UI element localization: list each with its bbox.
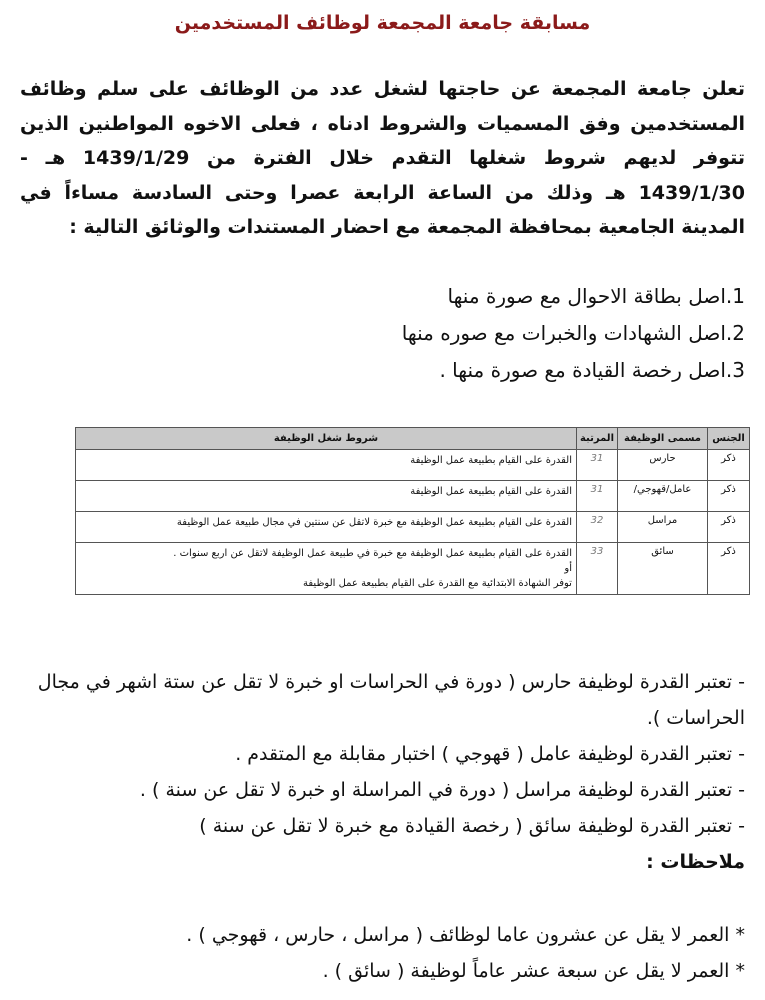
rule-item: - تعتبر القدرة لوظيفة مراسل ( دورة في المراسلة او خبرة لا تقل عن سنة ) . — [139, 779, 745, 801]
condition-or: أو — [564, 563, 572, 574]
cell-conditions: القدرة على القيام بطبيعة عمل الوظيفة — [76, 481, 577, 512]
jobs-table — [75, 427, 750, 595]
rule-item: - تعتبر القدرة لوظيفة حارس ( دورة في الحراسات او خبرة لا تقل عن ستة اشهر في مجال الحراسات ). — [37, 671, 745, 729]
table-header-row — [76, 428, 750, 450]
cell-gender: ذكر — [708, 512, 750, 543]
cell-rank: 33 — [576, 543, 617, 595]
rule-item: - تعتبر القدرة لوظيفة عامل ( قهوجي ) اختبار مقابلة مع المتقدم . — [235, 743, 745, 765]
document-title: مسابقة جامعة المجمعة لوظائف المستخدمين — [174, 12, 591, 34]
cell-gender: ذكر — [708, 481, 750, 512]
cell-conditions: القدرة على القيام بطبيعة عمل الوظيفة مع خبرة لاتقل عن سنتين في مجال طبيعة عمل الوظيفة — [76, 512, 577, 543]
rules-section — [20, 664, 745, 880]
condition-text: القدرة على القيام بطبيعة عمل الوظيفة مع خبرة في طبيعة عمل الوظيفة لاتقل عن اربع سنوات . — [173, 548, 572, 559]
header-rank: المرتبة — [576, 428, 617, 450]
notes-section — [20, 917, 745, 989]
required-documents-list — [20, 278, 745, 389]
cell-gender: ذكر — [708, 450, 750, 481]
note-item: * العمر لا يقل عن سبعة عشر عاماً لوظيفة ( سائق ) . — [322, 960, 745, 982]
cell-rank: 31 — [576, 481, 617, 512]
cell-conditions — [76, 543, 577, 595]
list-item: 1.اصل بطاقة الاحوال مع صورة منها — [447, 284, 745, 308]
cell-job-title: عامل/قهوجي/ — [618, 481, 708, 512]
header-gender: الجنس — [708, 428, 750, 450]
table-row — [76, 450, 750, 481]
header-job-title: مسمى الوظيفة — [618, 428, 708, 450]
cell-rank: 31 — [576, 450, 617, 481]
cell-job-title: سائق — [618, 543, 708, 595]
note-item: * العمر لا يقل عن عشرون عاما لوظائف ( مراسل ، حارس ، قهوجي ) . — [186, 924, 745, 946]
cell-conditions: القدرة على القيام بطبيعة عمل الوظيفة — [76, 450, 577, 481]
cell-job-title: حارس — [618, 450, 708, 481]
cell-gender: ذكر — [708, 543, 750, 595]
notes-title: ملاحظات : — [646, 851, 745, 873]
intro-paragraph: تعلن جامعة المجمعة عن حاجتها لشغل عدد من الوظائف على سلم وظائف المستخدمين وفق المسميات والشروط ادناه ، فعلى الاخوه المواطنين الذين تتوفر لديهم شروط شغلها التقدم خلال الفترة من 1439/1/29 هـ - 1439/1/30 هـ وذلك من الساعة الرابعة عصرا وحتى السادسة مساءاً في المدينة الجامعية بمحافظة المجمعة مع احضار المستندات والوثائق التالية : — [20, 78, 745, 238]
list-item: 3.اصل رخصة القيادة مع صورة منها . — [439, 358, 745, 382]
cell-job-title: مراسل — [618, 512, 708, 543]
list-item: 2.اصل الشهادات والخبرات مع صوره منها — [401, 321, 745, 345]
header-conditions: شروط شغل الوظيفة — [76, 428, 577, 450]
table-row — [76, 481, 750, 512]
rule-item: - تعتبر القدرة لوظيفة سائق ( رخصة القيادة مع خبرة لا تقل عن سنة ) — [199, 815, 745, 837]
table-row — [76, 512, 750, 543]
cell-rank: 32 — [576, 512, 617, 543]
table-row — [76, 543, 750, 595]
condition-alt-text: توفر الشهادة الابتدائية مع القدرة على القيام بطبيعة عمل الوظيفة — [303, 578, 572, 589]
